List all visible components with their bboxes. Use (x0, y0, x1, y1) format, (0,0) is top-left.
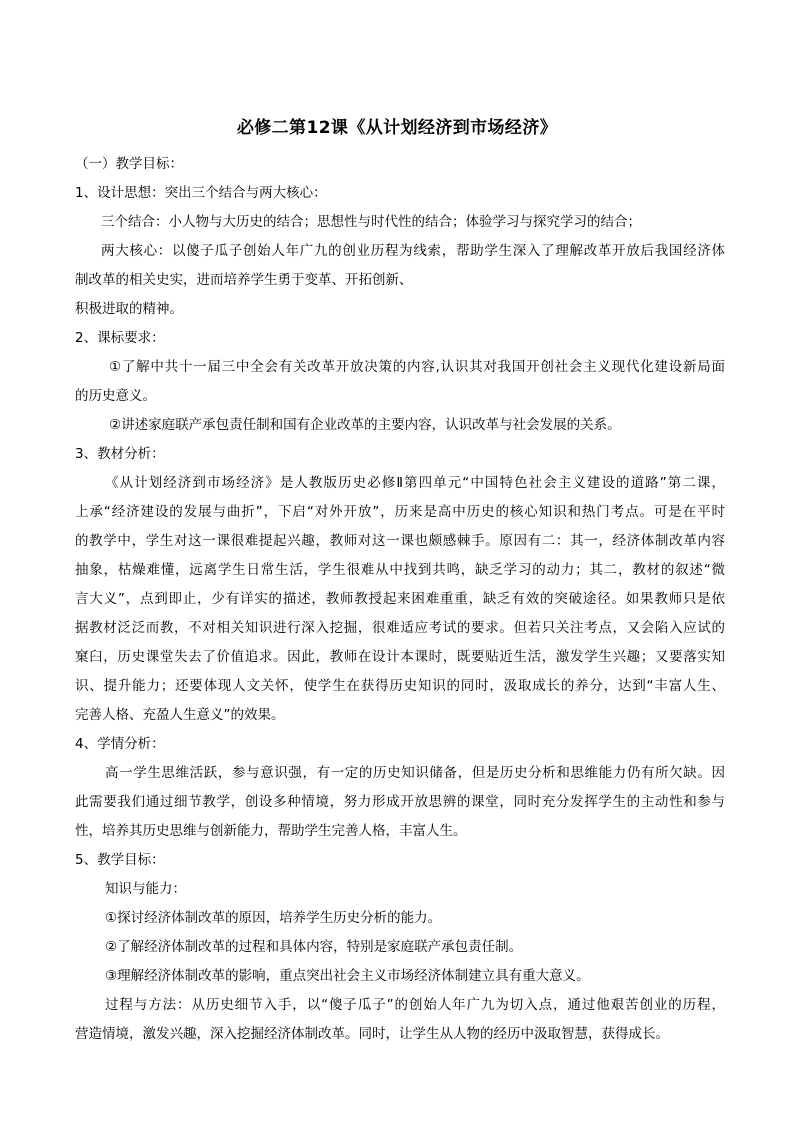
knowledge-item: ③理解经济体制改革的影响，重点突出社会主义市场经济体制建立具有重大意义。 (105, 968, 590, 984)
process-method-line-2: 营造情境，激发兴趣，深入挖掘经济体制改革。同时，让学生从人物的经历中汲取智慧，获得成长。 (75, 1026, 669, 1042)
textbook-analysis-line: 言大义”，点到即止，少有详实的描述，教师教授起来困难重重，缺乏有效的突破途径。如果教师只是依 (75, 591, 725, 607)
item3-heading: 3、教材分析： (75, 446, 165, 462)
requirement-1-line-2: 的历史意义。 (75, 388, 156, 404)
textbook-analysis-line: 完善人格、充盈人生意义”的效果。 (75, 707, 285, 723)
student-analysis-line: 此需要我们通过细节教学，创设多种情境，努力形成开放思辨的课堂，同时充分发挥学生的主动性和参与 (75, 794, 725, 810)
textbook-analysis-line: 的教学中，学生对这一课很难提起兴趣，教师对这一课也颇感棘手。原因有二：其一，经济体制改革内容 (75, 533, 725, 549)
student-analysis-line: 高一学生思维活跃，参与意识强，有一定的历史知识储备，但是历史分析和思维能力仍有所欠缺。因 (105, 765, 725, 781)
section-heading: （一）教学目标： (75, 156, 183, 172)
knowledge-item: ①探讨经济体制改革的原因，培养学生历史分析的能力。 (105, 910, 442, 926)
two-cores-line-1: 两大核心：以傻子瓜子创始人年广九的创业历程为线索，帮助学生深入了理解改革开放后我国经济体 (101, 243, 725, 259)
requirement-2: ②讲述家庭联产承包责任制和国有企业改革的主要内容，认识改革与社会发展的关系。 (109, 417, 621, 433)
textbook-analysis-line: 据教材泛泛而教，不对相关知识进行深入挖掘，很难适应考试的要求。但若只关注考点，又会陷入应试的 (75, 620, 725, 636)
document-body (75, 150, 725, 1049)
item4-heading: 4、学情分析： (75, 736, 165, 752)
student-analysis-line: 性，培养其历史思维与创新能力，帮助学生完善人格，丰富人生。 (75, 823, 467, 839)
process-method-line-1: 过程与方法：从历史细节入手，以“傻子瓜子”的创始人年广九为切入点，通过他艰苦创业的历程， (105, 997, 725, 1013)
textbook-analysis-line: 识、提升能力；还要体现人文关怀，使学生在获得历史知识的同时，汲取成长的养分，达到“丰富人生、 (75, 678, 725, 694)
textbook-analysis-line: 窠臼，历史课堂失去了价值追求。因此，教师在设计本课时，既要贴近生活，激发学生兴趣；又要落实知 (75, 649, 725, 665)
item1-heading: 1、设计思想：突出三个结合与两大核心： (75, 185, 327, 201)
knowledge-item: ②了解经济体制改革的过程和具体内容，特别是家庭联产承包责任制。 (105, 939, 523, 955)
textbook-analysis-line: 《从计划经济到市场经济》是人教版历史必修Ⅱ第四单元“中国特色社会主义建设的道路”第二课， (105, 475, 725, 491)
two-cores-line-3: 积极进取的精神。 (75, 301, 183, 317)
knowledge-heading: 知识与能力： (105, 881, 186, 897)
item5-heading: 5、教学目标： (75, 852, 165, 868)
requirement-1-line-1: ①了解中共十一届三中全会有关改革开放决策的内容,认识其对我国开创社会主义现代化建设新局面 (109, 359, 725, 375)
textbook-analysis-line: 上承“经济建设的发展与曲折”，下启“对外开放”，历来是高中历史的核心知识和热门考点。可是在平时 (75, 504, 725, 520)
item2-heading: 2、课标要求： (75, 330, 165, 346)
three-combinations-text: 三个结合：小人物与大历史的结合；思想性与时代性的结合；体验学习与探究学习的结合； (101, 214, 641, 230)
textbook-analysis-line: 抽象，枯燥难懂，远离学生日常生活，学生很难从中找到共鸣，缺乏学习的动力；其二，教材的叙述“微 (75, 562, 725, 578)
document-title: 必修二第12课《从计划经济到市场经济》 (236, 118, 558, 138)
two-cores-line-2: 制改革的相关史实，进而培养学生勇于变革、开拓创新、 (75, 272, 413, 288)
